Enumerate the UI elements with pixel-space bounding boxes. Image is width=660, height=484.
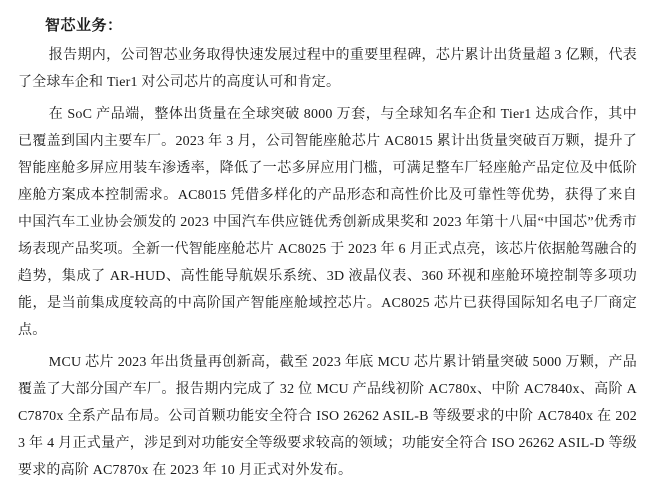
- section-title: 智芯业务：: [45, 18, 123, 34]
- paragraph-mcu-products: MCU 芯片 2023 年出货量再创新高，截至 2023 年底 MCU 芯片累计销量突破 5000 万颗，产品覆盖了大部分国产车厂。报告期内完成了 32 位 MCU 产品线初阶 AC780x、中阶 AC7840x、高阶 AC7870x 全系产品布局。公司首颗功能安全符合 ISO 26262 ASIL-B 等级要求的中阶 AC7840x 在 2023 年 4 月正式量产，涉足到对功能安全等级要求较高的领域；功能安全符合 ISO 26262 ASIL-D 等级要求的高阶 AC7870x 在 2023 年 10 月正式对外发布。: [18, 355, 637, 478]
- paragraph-shipment-milestone: 报告期内，公司智芯业务取得快速发展过程中的重要里程碑，芯片累计出货量超 3 亿颗，代表了全球车企和 Tier1 对公司芯片的高度认可和肯定。: [18, 48, 637, 90]
- paragraph-soc-products: 在 SoC 产品端，整体出货量在全球突破 8000 万套，与全球知名车企和 Tier1 达成合作，其中已覆盖到国内主要车厂。2023 年 3 月，公司智能座舱芯片 AC8015 累计出货量突破百万颗，提升了智能座舱多屏应用装车渗透率，降低了一芯多屏应用门槛，可满足整车厂轻座舱产品定位及中低阶座舱方案成本控制需求。AC8015 凭借多样化的产品形态和高性价比及可靠性等优势，获得了来自中国汽车工业协会颁发的 2023 中国汽车供应链优秀创新成果奖和 2023 年第十八届“中国芯”优秀市场表现产品奖项。全新一代智能座舱芯片 AC8025 于 2023 年 6 月正式点亮，该芯片依据舱驾融合的趋势，集成了 AR-HUD、高性能导航娱乐系统、3D 液晶仪表、360 环视和座舱环境控制等多项功能，是当前集成度较高的中高阶国产智能座舱域控芯片。AC8025 芯片已获得国际知名电子厂商定点。: [18, 107, 637, 338]
